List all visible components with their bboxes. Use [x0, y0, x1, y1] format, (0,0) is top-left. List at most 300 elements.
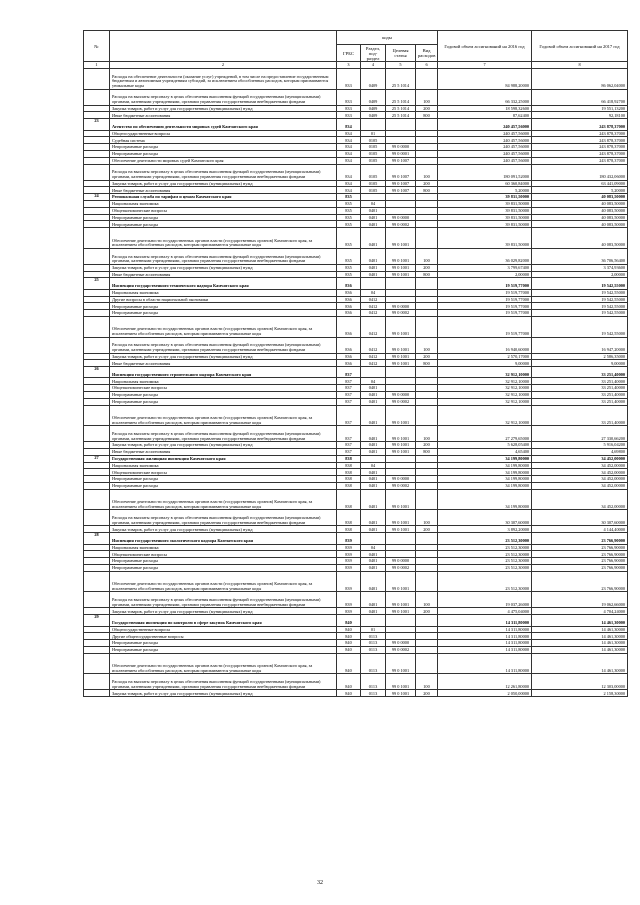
cell-amount-2017: 33 251,40000: [532, 405, 628, 426]
cell-exp-type: 200: [416, 353, 438, 360]
cell-grbs: 840: [337, 633, 361, 640]
cell-amount-2017: 4 704,24000: [532, 608, 628, 615]
cell-name: Государственная инспекция по контролю в сфере закупок Камчатского края: [110, 615, 337, 626]
cell-target: 99 0 1007: [386, 187, 416, 194]
cell-section: 0113: [361, 646, 386, 653]
cell-amount-2017: 23 766,90000: [532, 565, 628, 572]
cell-target: 99 0 0002: [386, 310, 416, 317]
cell-exp-type: [416, 551, 438, 558]
cell-exp-type: [416, 310, 438, 317]
cell-number: [84, 337, 110, 353]
cell-number: [84, 674, 110, 690]
cell-name: Инспекция государственного технического надзора Камчатского края: [110, 278, 337, 289]
cell-target: 99 0 0002: [386, 398, 416, 405]
cell-grbs: 836: [337, 278, 361, 289]
cell-number: [84, 442, 110, 449]
cell-name: Иные бюджетные ассигнования: [110, 187, 337, 194]
cell-amount-2016: 27 279,65000: [438, 426, 532, 442]
cell-target: 99 0 1001: [386, 592, 416, 608]
cell-section: 0412: [361, 353, 386, 360]
cell-exp-type: 100: [416, 89, 438, 105]
cell-amount-2016: 240 457,56000: [438, 144, 532, 151]
cell-number: [84, 565, 110, 572]
table-row: [84, 674, 628, 690]
cell-name: Закупка товаров, работ и услуг для государственных (муниципальных) нужд: [110, 180, 337, 187]
cell-grbs: 838: [337, 476, 361, 483]
cell-grbs: 837: [337, 442, 361, 449]
table-row: [84, 367, 628, 378]
cell-grbs: 834: [337, 130, 361, 137]
table-row: [84, 278, 628, 289]
cell-number: [84, 476, 110, 483]
cell-grbs: 833: [337, 69, 361, 90]
cell-number: [84, 449, 110, 456]
cell-exp-type: [416, 626, 438, 633]
cell-amount-2016: 34 199,80000: [438, 483, 532, 490]
cell-name: Расходы на выплаты персоналу в целях обеспечения выполнения функций государственными (муниципальными) органами, казенными учреждениями, органами управления государственными внебюджетными фондами: [110, 248, 337, 264]
cell-target: 99 0 1001: [386, 510, 416, 526]
table-row: [84, 157, 628, 164]
cell-amount-2017: 12 303,00000: [532, 674, 628, 690]
cell-amount-2016: 5,20000: [438, 187, 532, 194]
cell-amount-2016: 66 332,25000: [438, 89, 532, 105]
cell-number: [84, 690, 110, 697]
cell-amount-2016: 3 892,20000: [438, 526, 532, 533]
table-row: [84, 633, 628, 640]
cell-number: [84, 398, 110, 405]
cell-grbs: 838: [337, 510, 361, 526]
cell-amount-2016: 240 457,56000: [438, 137, 532, 144]
cell-section: 0401: [361, 608, 386, 615]
cell-amount-2017: 34 452,00000: [532, 469, 628, 476]
cell-name: Закупка товаров, работ и услуг для государственных (муниципальных) нужд: [110, 105, 337, 112]
cell-exp-type: 800: [416, 360, 438, 367]
cell-grbs: 834: [337, 150, 361, 157]
cell-section: 0401: [361, 449, 386, 456]
cell-grbs: 835: [337, 214, 361, 221]
table-row: [84, 130, 628, 137]
table-row: [84, 337, 628, 353]
cell-target: 99 0 1001: [386, 674, 416, 690]
cell-target: 99 0 0000: [386, 558, 416, 565]
cell-exp-type: 200: [416, 264, 438, 271]
cell-section: [361, 455, 386, 462]
cell-target: 99 0 0001: [386, 150, 416, 157]
index-cell: 7: [438, 62, 532, 69]
cell-number: [84, 526, 110, 533]
cell-section: 0401: [361, 551, 386, 558]
cell-amount-2017: 14 461,30000: [532, 653, 628, 674]
cell-amount-2016: 39 831,50000: [438, 200, 532, 207]
cell-section: 0401: [361, 592, 386, 608]
cell-exp-type: [416, 405, 438, 426]
cell-section: 0401: [361, 558, 386, 565]
cell-name: Общеэкономические вопросы: [110, 207, 337, 214]
cell-target: 25 5 1014: [386, 69, 416, 90]
cell-name: Общеэкономические вопросы: [110, 385, 337, 392]
cell-number: [84, 640, 110, 647]
cell-target: 25 5 1014: [386, 112, 416, 119]
cell-exp-type: 100: [416, 674, 438, 690]
cell-grbs: 837: [337, 385, 361, 392]
cell-target: 25 5 1014: [386, 105, 416, 112]
cell-target: 99 0 1001: [386, 442, 416, 449]
cell-exp-type: 100: [416, 510, 438, 526]
table-row: [84, 405, 628, 426]
cell-name: Расходы на выплаты персоналу в целях обеспечения выполнения функций государственными (муниципальными) органами, казенными учреждениями, органами управления государственными внебюджетными фондами: [110, 89, 337, 105]
table-row: [84, 526, 628, 533]
cell-section: 0401: [361, 526, 386, 533]
cell-name: Закупка товаров, работ и услуг для государственных (муниципальных) нужд: [110, 353, 337, 360]
cell-amount-2016: 180 091,52000: [438, 164, 532, 180]
cell-exp-type: 800: [416, 449, 438, 456]
cell-exp-type: [416, 200, 438, 207]
table-row: [84, 89, 628, 105]
cell-amount-2016: 39 831,50000: [438, 194, 532, 201]
cell-number: 23: [84, 119, 110, 130]
header-codes: коды: [337, 31, 438, 45]
cell-exp-type: 100: [416, 592, 438, 608]
cell-amount-2017: 36 706,56400: [532, 248, 628, 264]
cell-section: 0105: [361, 180, 386, 187]
cell-grbs: 837: [337, 426, 361, 442]
cell-target: 99 0 1001: [386, 360, 416, 367]
cell-grbs: 839: [337, 608, 361, 615]
cell-amount-2017: 243 878,37000: [532, 157, 628, 164]
table-row: [84, 164, 628, 180]
cell-exp-type: [416, 289, 438, 296]
cell-amount-2016: 32 912,10000: [438, 378, 532, 385]
cell-amount-2016: 240 457,56000: [438, 119, 532, 130]
cell-grbs: 835: [337, 248, 361, 264]
cell-name: Общегосударственные вопросы: [110, 130, 337, 137]
cell-amount-2017: 19 542,55000: [532, 316, 628, 337]
cell-exp-type: [416, 378, 438, 385]
table-row: [84, 510, 628, 526]
cell-section: 0105: [361, 144, 386, 151]
cell-amount-2016: 34 199,80000: [438, 455, 532, 462]
table-row: [84, 303, 628, 310]
cell-exp-type: [416, 137, 438, 144]
table-row: [84, 646, 628, 653]
cell-amount-2017: 19 542,55000: [532, 303, 628, 310]
cell-number: [84, 144, 110, 151]
cell-section: 0105: [361, 150, 386, 157]
table-row: [84, 571, 628, 592]
cell-amount-2017: 243 878,37000: [532, 130, 628, 137]
cell-section: 0401: [361, 228, 386, 249]
cell-number: [84, 207, 110, 214]
cell-grbs: 836: [337, 296, 361, 303]
cell-amount-2016: 14 311,80000: [438, 640, 532, 647]
cell-section: 0401: [361, 385, 386, 392]
cell-number: [84, 214, 110, 221]
cell-target: 99 0 1001: [386, 353, 416, 360]
cell-exp-type: [416, 130, 438, 137]
table-row: [84, 469, 628, 476]
cell-grbs: 836: [337, 310, 361, 317]
cell-section: 0401: [361, 476, 386, 483]
cell-name: Расходы на выплаты персоналу в целях обеспечения выполнения функций государственными (муниципальными) органами, казенными учреждениями, органами управления государственными внебюджетными фондами: [110, 426, 337, 442]
cell-exp-type: [416, 633, 438, 640]
cell-amount-2016: 34 199,80000: [438, 462, 532, 469]
cell-section: 01: [361, 626, 386, 633]
cell-target: 99 0 1001: [386, 608, 416, 615]
cell-amount-2016: 36 029,82000: [438, 248, 532, 264]
cell-name: Расходы на обеспечение деятельности (оказание услуг) учреждений, в том числе на предоставление государственным бюджетным и автономным учреждениям субсидий, за исключением обособленных расходов, которым присваиваются уникальные коды: [110, 69, 337, 90]
cell-amount-2017: 34 452,00000: [532, 489, 628, 510]
cell-name: Непрограммные расходы: [110, 214, 337, 221]
cell-number: [84, 228, 110, 249]
cell-amount-2017: 34 452,00000: [532, 476, 628, 483]
cell-number: [84, 221, 110, 228]
cell-section: 0401: [361, 248, 386, 264]
cell-name: Непрограммные расходы: [110, 640, 337, 647]
cell-amount-2017: 66 418,92700: [532, 89, 628, 105]
table-row: [84, 69, 628, 90]
cell-section: 0412: [361, 360, 386, 367]
cell-amount-2016: 14 311,80000: [438, 646, 532, 653]
cell-grbs: 834: [337, 187, 361, 194]
cell-amount-2017: 16 947,20000: [532, 337, 628, 353]
cell-amount-2017: 19 542,55000: [532, 289, 628, 296]
cell-section: 0105: [361, 164, 386, 180]
cell-number: [84, 296, 110, 303]
cell-name: Иные бюджетные ассигнования: [110, 449, 337, 456]
cell-target: 99 0 1001: [386, 690, 416, 697]
cell-amount-2017: 86 062,04000: [532, 69, 628, 90]
cell-target: 99 0 0000: [386, 476, 416, 483]
cell-amount-2016: 5 628,05400: [438, 442, 532, 449]
cell-amount-2017: 4 144,40000: [532, 526, 628, 533]
cell-amount-2016: 14 311,80000: [438, 653, 532, 674]
cell-target: [386, 544, 416, 551]
table-row: [84, 119, 628, 130]
cell-target: [386, 296, 416, 303]
cell-grbs: 839: [337, 533, 361, 544]
cell-grbs: 834: [337, 137, 361, 144]
cell-target: [386, 469, 416, 476]
cell-amount-2016: 39 831,50000: [438, 228, 532, 249]
cell-exp-type: [416, 157, 438, 164]
cell-exp-type: [416, 398, 438, 405]
cell-amount-2017: 34 452,00000: [532, 483, 628, 490]
cell-grbs: 836: [337, 337, 361, 353]
cell-name: Обеспечение деятельности государственных органов власти (государственных органов) Камчатского края, за исключением обособленных расходов, которым присваиваются уникальные коды: [110, 571, 337, 592]
cell-exp-type: 200: [416, 442, 438, 449]
cell-target: 99 0 0002: [386, 646, 416, 653]
cell-exp-type: [416, 221, 438, 228]
cell-amount-2017: 14 461,30000: [532, 615, 628, 626]
table-header-row: [84, 31, 628, 45]
cell-target: 99 0 1001: [386, 426, 416, 442]
cell-name: Другие вопросы в области национальной экономики: [110, 296, 337, 303]
cell-exp-type: [416, 483, 438, 490]
table-row: [84, 592, 628, 608]
cell-section: 0409: [361, 69, 386, 90]
cell-amount-2017: 33 251,40000: [532, 385, 628, 392]
table-row: [84, 544, 628, 551]
table-row: [84, 194, 628, 201]
cell-amount-2016: 12 261,80000: [438, 674, 532, 690]
cell-section: 0401: [361, 571, 386, 592]
table-row: [84, 640, 628, 647]
cell-amount-2017: 19 542,55000: [532, 296, 628, 303]
cell-amount-2016: 19 519,77000: [438, 303, 532, 310]
cell-exp-type: [416, 469, 438, 476]
cell-number: [84, 248, 110, 264]
cell-number: 26: [84, 367, 110, 378]
cell-name: Непрограммные расходы: [110, 398, 337, 405]
cell-name: Обеспечение деятельности государственных органов власти (государственных органов) Камчатского края, за исключением обособленных расходов, которым присваиваются уникальные коды: [110, 653, 337, 674]
cell-amount-2017: 180 432,06000: [532, 164, 628, 180]
cell-target: 99 0 1001: [386, 526, 416, 533]
cell-amount-2017: 2 586,35000: [532, 353, 628, 360]
cell-section: [361, 367, 386, 378]
cell-number: 27: [84, 455, 110, 462]
cell-amount-2017: 9,00000: [532, 360, 628, 367]
cell-amount-2017: 243 878,37000: [532, 137, 628, 144]
cell-grbs: 838: [337, 489, 361, 510]
cell-number: [84, 130, 110, 137]
cell-amount-2016: 39 831,50000: [438, 207, 532, 214]
cell-amount-2016: 23 512,30000: [438, 533, 532, 544]
table-row: [84, 449, 628, 456]
cell-exp-type: [416, 489, 438, 510]
cell-name: Государственная жилищная инспекция Камчатского края: [110, 455, 337, 462]
cell-target: [386, 455, 416, 462]
cell-amount-2017: 19 542,55000: [532, 278, 628, 289]
cell-amount-2017: 34 452,00000: [532, 462, 628, 469]
cell-name: Непрограммные расходы: [110, 558, 337, 565]
cell-section: 0401: [361, 489, 386, 510]
cell-amount-2016: 19 519,77000: [438, 278, 532, 289]
table-row: [84, 551, 628, 558]
cell-amount-2016: 19 519,77000: [438, 296, 532, 303]
cell-exp-type: 100: [416, 337, 438, 353]
cell-exp-type: [416, 640, 438, 647]
cell-section: 0409: [361, 105, 386, 112]
table-row: [84, 690, 628, 697]
header-name: [110, 31, 337, 62]
index-cell: 2: [110, 62, 337, 69]
cell-number: [84, 646, 110, 653]
cell-name: Непрограммные расходы: [110, 144, 337, 151]
cell-grbs: 839: [337, 565, 361, 572]
cell-name: Закупка товаров, работ и услуг для государственных (муниципальных) нужд: [110, 526, 337, 533]
cell-section: 0113: [361, 640, 386, 647]
cell-grbs: 838: [337, 462, 361, 469]
table-row: [84, 228, 628, 249]
cell-grbs: 837: [337, 378, 361, 385]
cell-grbs: 835: [337, 264, 361, 271]
cell-number: [84, 69, 110, 90]
cell-amount-2016: 19 037,26000: [438, 592, 532, 608]
table-row: [84, 442, 628, 449]
cell-section: 0401: [361, 565, 386, 572]
cell-name: Непрограммные расходы: [110, 310, 337, 317]
cell-target: 99 0 1001: [386, 653, 416, 674]
cell-number: [84, 180, 110, 187]
cell-amount-2016: 32 912,10000: [438, 405, 532, 426]
cell-amount-2016: 19 519,77000: [438, 310, 532, 317]
cell-amount-2016: 23 512,30000: [438, 544, 532, 551]
cell-target: [386, 462, 416, 469]
cell-grbs: 837: [337, 398, 361, 405]
cell-amount-2017: 27 330,66200: [532, 426, 628, 442]
cell-grbs: 836: [337, 353, 361, 360]
cell-number: [84, 392, 110, 399]
cell-section: [361, 119, 386, 130]
cell-amount-2016: 34 199,80000: [438, 489, 532, 510]
budget-table: [83, 30, 628, 697]
cell-target: [386, 200, 416, 207]
cell-number: [84, 378, 110, 385]
cell-section: 0113: [361, 690, 386, 697]
cell-grbs: 834: [337, 144, 361, 151]
table-row: [84, 289, 628, 296]
cell-exp-type: [416, 476, 438, 483]
cell-grbs: 840: [337, 615, 361, 626]
cell-amount-2017: 14 461,30000: [532, 633, 628, 640]
cell-grbs: 840: [337, 646, 361, 653]
cell-number: [84, 608, 110, 615]
cell-amount-2016: 240 457,56000: [438, 157, 532, 164]
cell-grbs: 834: [337, 119, 361, 130]
cell-number: [84, 150, 110, 157]
table-row: [84, 105, 628, 112]
cell-amount-2016: 14 311,80000: [438, 626, 532, 633]
cell-number: [84, 462, 110, 469]
cell-grbs: 836: [337, 360, 361, 367]
table-row: [84, 462, 628, 469]
table-row: [84, 310, 628, 317]
cell-amount-2016: 34 199,80000: [438, 469, 532, 476]
table-row: [84, 392, 628, 399]
cell-exp-type: [416, 558, 438, 565]
table-body: [84, 69, 628, 697]
cell-grbs: 835: [337, 228, 361, 249]
cell-amount-2016: 2 570,17000: [438, 353, 532, 360]
header-2017: Годовой объем ассигнований на 2017 год: [532, 31, 628, 62]
cell-exp-type: [416, 653, 438, 674]
index-cell: 1: [84, 62, 110, 69]
cell-number: [84, 510, 110, 526]
cell-amount-2017: 40 083,50000: [532, 207, 628, 214]
cell-grbs: 840: [337, 690, 361, 697]
cell-amount-2016: 32 912,10000: [438, 392, 532, 399]
cell-section: 0401: [361, 426, 386, 442]
cell-target: 99 0 0000: [386, 640, 416, 647]
cell-target: 99 0 1001: [386, 571, 416, 592]
cell-name: Закупка товаров, работ и услуг для государственных (муниципальных) нужд: [110, 264, 337, 271]
cell-amount-2017: 23 766,90000: [532, 533, 628, 544]
cell-name: Национальная экономика: [110, 289, 337, 296]
cell-section: [361, 278, 386, 289]
cell-grbs: 839: [337, 592, 361, 608]
cell-number: [84, 544, 110, 551]
cell-section: 0409: [361, 112, 386, 119]
cell-target: [386, 385, 416, 392]
cell-target: 99 0 0002: [386, 565, 416, 572]
table-row: [84, 558, 628, 565]
cell-amount-2016: 19 519,77000: [438, 289, 532, 296]
cell-name: Общеэкономические вопросы: [110, 551, 337, 558]
cell-name: Обеспечение деятельности государственных органов власти (государственных органов) Камчатского края, за исключением обособленных расходов, которым присваиваются уникальные коды: [110, 489, 337, 510]
cell-name: Непрограммные расходы: [110, 392, 337, 399]
cell-section: 04: [361, 544, 386, 551]
cell-section: 0412: [361, 316, 386, 337]
